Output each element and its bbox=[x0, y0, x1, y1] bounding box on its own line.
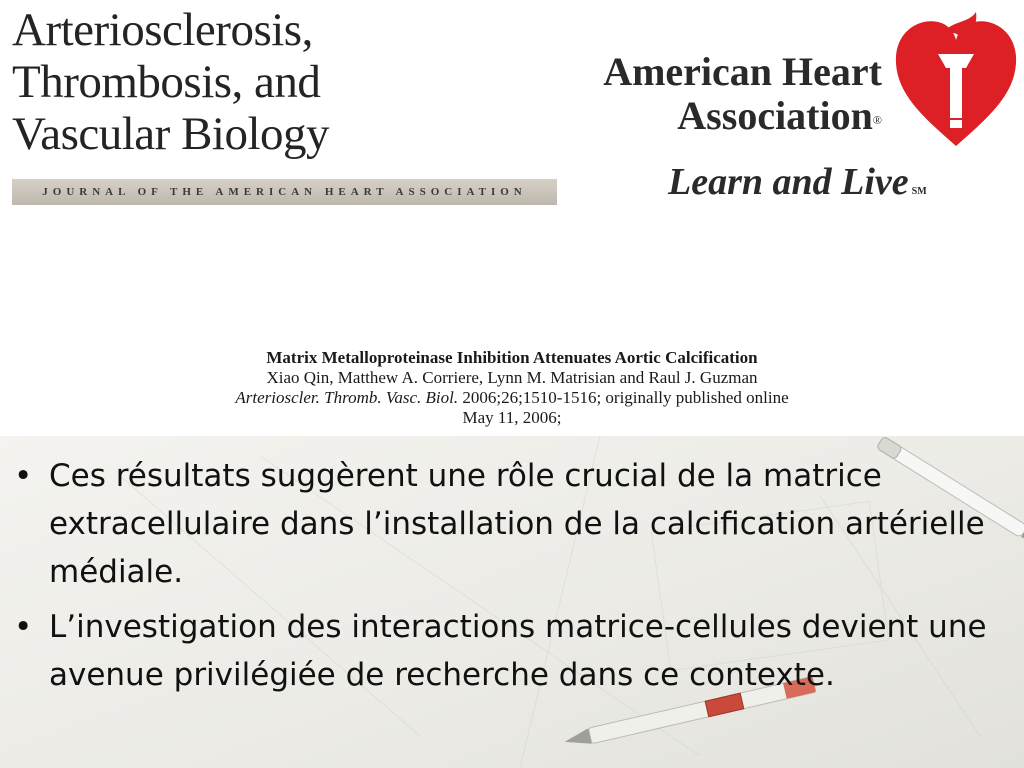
aha-name-line-1: American Heart bbox=[603, 49, 882, 94]
bullet-text: Ces résultats suggèrent une rôle crucial de la matrice extracellulaire dans l’installation de la calcification artérielle médiale. bbox=[49, 458, 985, 590]
bullet-list bbox=[14, 452, 1014, 706]
aha-tagline bbox=[668, 160, 927, 204]
citation-title: Matrix Metalloproteinase Inhibition Attenuates Aortic Calcification bbox=[266, 348, 758, 367]
journal-title-line-3: Vascular Biology bbox=[12, 108, 330, 160]
aha-logo bbox=[560, 10, 1020, 210]
journal-title bbox=[12, 4, 329, 160]
bullet-marker: • bbox=[14, 609, 33, 645]
aha-tagline-text: Learn and Live bbox=[668, 161, 909, 203]
citation-date: May 11, 2006; bbox=[462, 408, 562, 427]
bullet-item bbox=[14, 603, 1014, 699]
aha-name-line-2 bbox=[603, 94, 882, 142]
journal-title-line-2: Thrombosis, and bbox=[12, 56, 321, 108]
bullet-item bbox=[14, 452, 1014, 596]
article-citation bbox=[0, 348, 1024, 428]
aha-name bbox=[603, 50, 882, 142]
citation-details: 2006;26;1510-1516; originally published online bbox=[458, 388, 789, 407]
journal-subtitle-band bbox=[12, 179, 557, 205]
journal-logo bbox=[12, 4, 557, 204]
service-mark: SM bbox=[911, 186, 927, 197]
citation-journal-abbrev: Arterioscler. Thromb. Vasc. Biol. bbox=[235, 388, 459, 407]
citation-source bbox=[0, 388, 1024, 408]
registered-mark: ® bbox=[872, 112, 882, 127]
journal-title-line-1: Arteriosclerosis, bbox=[12, 4, 313, 56]
bullet-text: L’investigation des interactions matrice-cellules devient une avenue privilégiée de recherche dans ce contexte. bbox=[49, 609, 987, 693]
bullet-marker: • bbox=[14, 458, 33, 494]
citation-authors: Xiao Qin, Matthew A. Corriere, Lynn M. Matrisian and Raul J. Guzman bbox=[266, 368, 758, 387]
aha-name-line-2-text: Association bbox=[677, 93, 873, 138]
heart-torch-icon bbox=[892, 10, 1020, 148]
journal-subtitle: JOURNAL OF THE AMERICAN HEART ASSOCIATION bbox=[42, 186, 527, 198]
